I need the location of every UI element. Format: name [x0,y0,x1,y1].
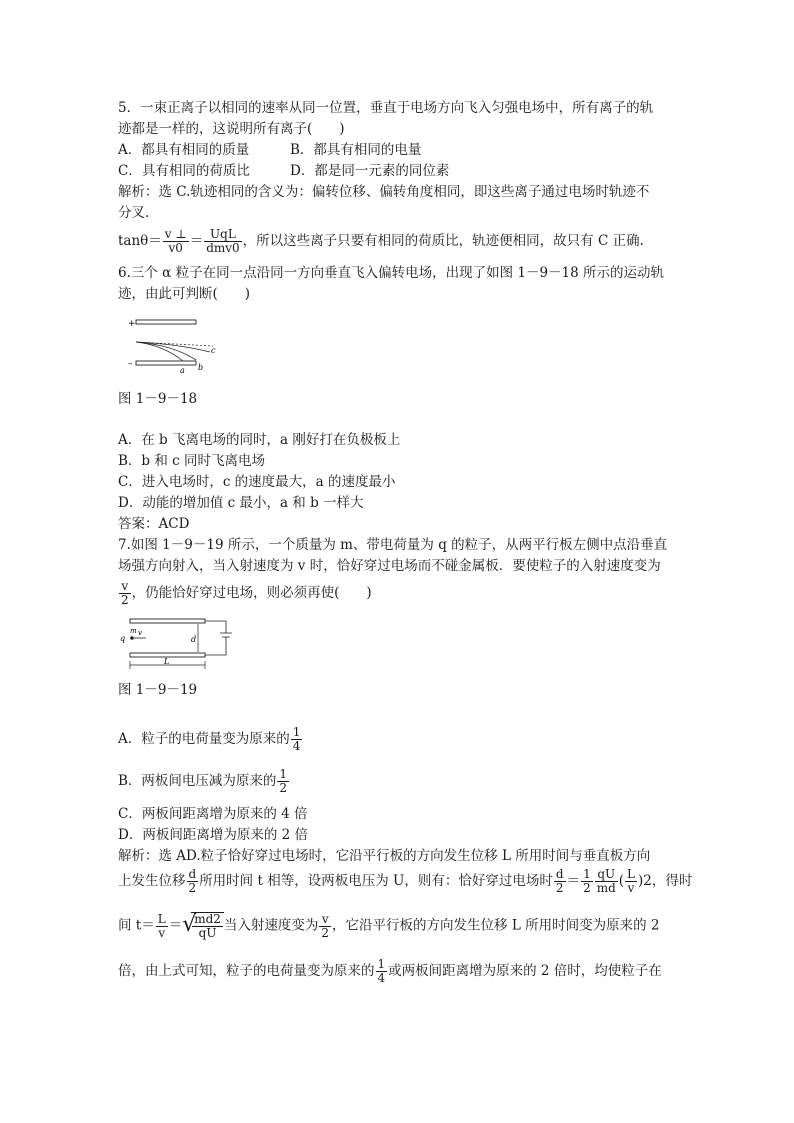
fig-label-L: L [164,657,170,666]
q7-stem-line3-text: ，仍能恰好穿过电场，则必须再使( ) [131,585,372,601]
negative-plate [136,361,196,365]
fraction: $\frac{\text{UqL}}{\text{dmv0}}$ [206,227,240,255]
fraction: $\frac{L}{v}$ [627,867,636,895]
trajectory-a [136,342,183,361]
fraction: $\frac{L}{v}$ [157,911,166,940]
upper-plate [130,619,205,623]
q6-option-c: C．进入电场时，c 的速度最大，a 的速度最小 [118,474,396,490]
fig-label-m: m [130,627,137,635]
particle-dot [130,636,134,640]
fig-label-b: b [198,363,204,372]
q7-solution-line2: 上发生位移 $\frac{d}{2}$ 所用时间 t 相等，设两板电压为 U，则有：恰好穿过电场时 $\frac{d}{2}$ ＝ $\frac{1}{2}$ $\frac{qU}{md}$ ( $\frac{L}{v}$ )2，得时 [118,867,693,895]
q5-solution-line2: 分叉. [118,205,150,221]
fraction: $\frac{1}{4}$ [292,725,301,753]
q7-figure-caption: 图 1－9－19 [118,682,198,698]
formula-tail: ，所以这些离子只要有相同的荷质比，轨迹便相同，故只有 C 正确. [242,233,644,249]
q7-solution-line4: 倍，由上式可知，粒子的电荷量变为原来的 $\frac{1}{4}$ 或两板间距离增为原来的 2 倍时，均使粒子在 [118,957,662,985]
q7-option-c: C．两板间距离增为原来的 4 倍 [118,806,308,822]
q5-option-b: B．都具有相同的电量 [290,142,422,158]
fraction: $\frac{v \perp}{v0}$ [164,227,187,255]
figure-1-9-19 [118,615,248,675]
fig-label-q: q [120,634,126,643]
q5-solution-line1: 解析：选 C.轨迹相同的含义为：偏转位移、偏转角度相同，即这些离子通过电场时轨迹不 [118,184,650,200]
sqrt-expression: √ $\frac{md2}{qU}$ [182,912,224,940]
q7-stem-line1: 7.如图 1－9－19 所示，一个质量为 m、带电荷量为 q 的粒子，从两平行板左侧中点沿垂直 [118,537,668,553]
positive-plate [136,320,196,324]
q6-option-d: D．动能的增加值 c 最小，a 和 b 一样大 [118,495,364,511]
q6-answer: 答案：ACD [118,516,190,532]
q6-option-a: A．在 b 飞离电场的同时，a 刚好打在负极板上 [118,432,401,448]
fig-label-a: a [180,366,185,375]
formula-lhs: tanθ＝ [118,233,162,249]
q6-stem-line1: 6.三个 α 粒子在同一点沿同一方向垂直飞入偏转电场，出现了如图 1－9－18 所示的运动轨 [118,265,665,281]
fraction: $\frac{d}{2}$ [555,867,564,895]
q7-option-b: B．两板间电压减为原来的 $\frac{1}{2}$ [118,767,288,795]
q7-stem-line3 [118,580,372,607]
fig-plus-label: + [128,319,136,329]
q6-option-b: B．b 和 c 同时飞离电场 [118,453,265,469]
fig-label-c: c [211,346,216,355]
q5-formula-line: tanθ＝ $\frac{v \perp}{v0}$ ＝ $\frac{\text{UqL}}{\text{dmv0}}$ ，所以这些离子只要有相同的荷质比，轨迹便相同，故只有 C 正确. [118,227,644,255]
fraction: $\frac{qU}{md}$ [596,867,616,895]
fraction: $\frac{1}{2}$ [583,867,591,895]
fig-minus-label: – [128,359,133,369]
fraction: $\frac{1}{2}$ [279,767,288,795]
q5-option-d: D．都是同一元素的同位素 [290,163,450,179]
fraction: $\frac{v}{2}$ [321,911,330,940]
q5-stem-line2: 迹都是一样的，这说明所有离子( ) [118,121,345,137]
fig-label-d: d [191,635,197,644]
battery-circuit [205,621,232,655]
q5-stem-line1: 5．一束正离子以相同的速率从同一位置，垂直于电场方向飞入匀强电场中，所有离子的轨 [118,100,654,116]
fig-label-v: v [138,629,142,637]
q5-option-c: C．具有相同的荷质比 [118,163,250,179]
q7-stem-line2: 场强方向射入，当入射速度为 v 时，恰好穿过电场而不碰金属板．要使粒子的入射速度变为 [118,558,661,574]
q7-option-a: A．粒子的电荷量变为原来的 $\frac{1}{4}$ [118,725,301,753]
q6-figure-caption: 图 1－9－18 [118,391,198,407]
figure-1-9-18 [118,312,228,376]
q7-solution-line1: 解析：选 AD.粒子恰好穿过电场时，它沿平行板的方向发生位移 L 所用时间与垂直板方向 [118,848,651,864]
q7-solution-line3: 间 t＝ $\frac{L}{v}$ ＝ √ $\frac{md2}{qU}$ 当入射速度变为 $\frac{v}{2}$ ，它沿平行板的方向发生位移 L 所用时间变为原来的 2 [118,911,660,940]
fraction: $\frac{d}{2}$ [188,867,197,895]
q7-option-d: D．两板间距离增为原来的 2 倍 [118,827,308,843]
fraction: $\frac{1}{4}$ [377,957,386,985]
q5-option-a: A．都具有相同的质量 [118,142,250,158]
q6-stem-line2: 迹，由此可判断( ) [118,286,251,302]
fraction-v-over-2: $\frac{v}{2}$ [121,579,129,607]
